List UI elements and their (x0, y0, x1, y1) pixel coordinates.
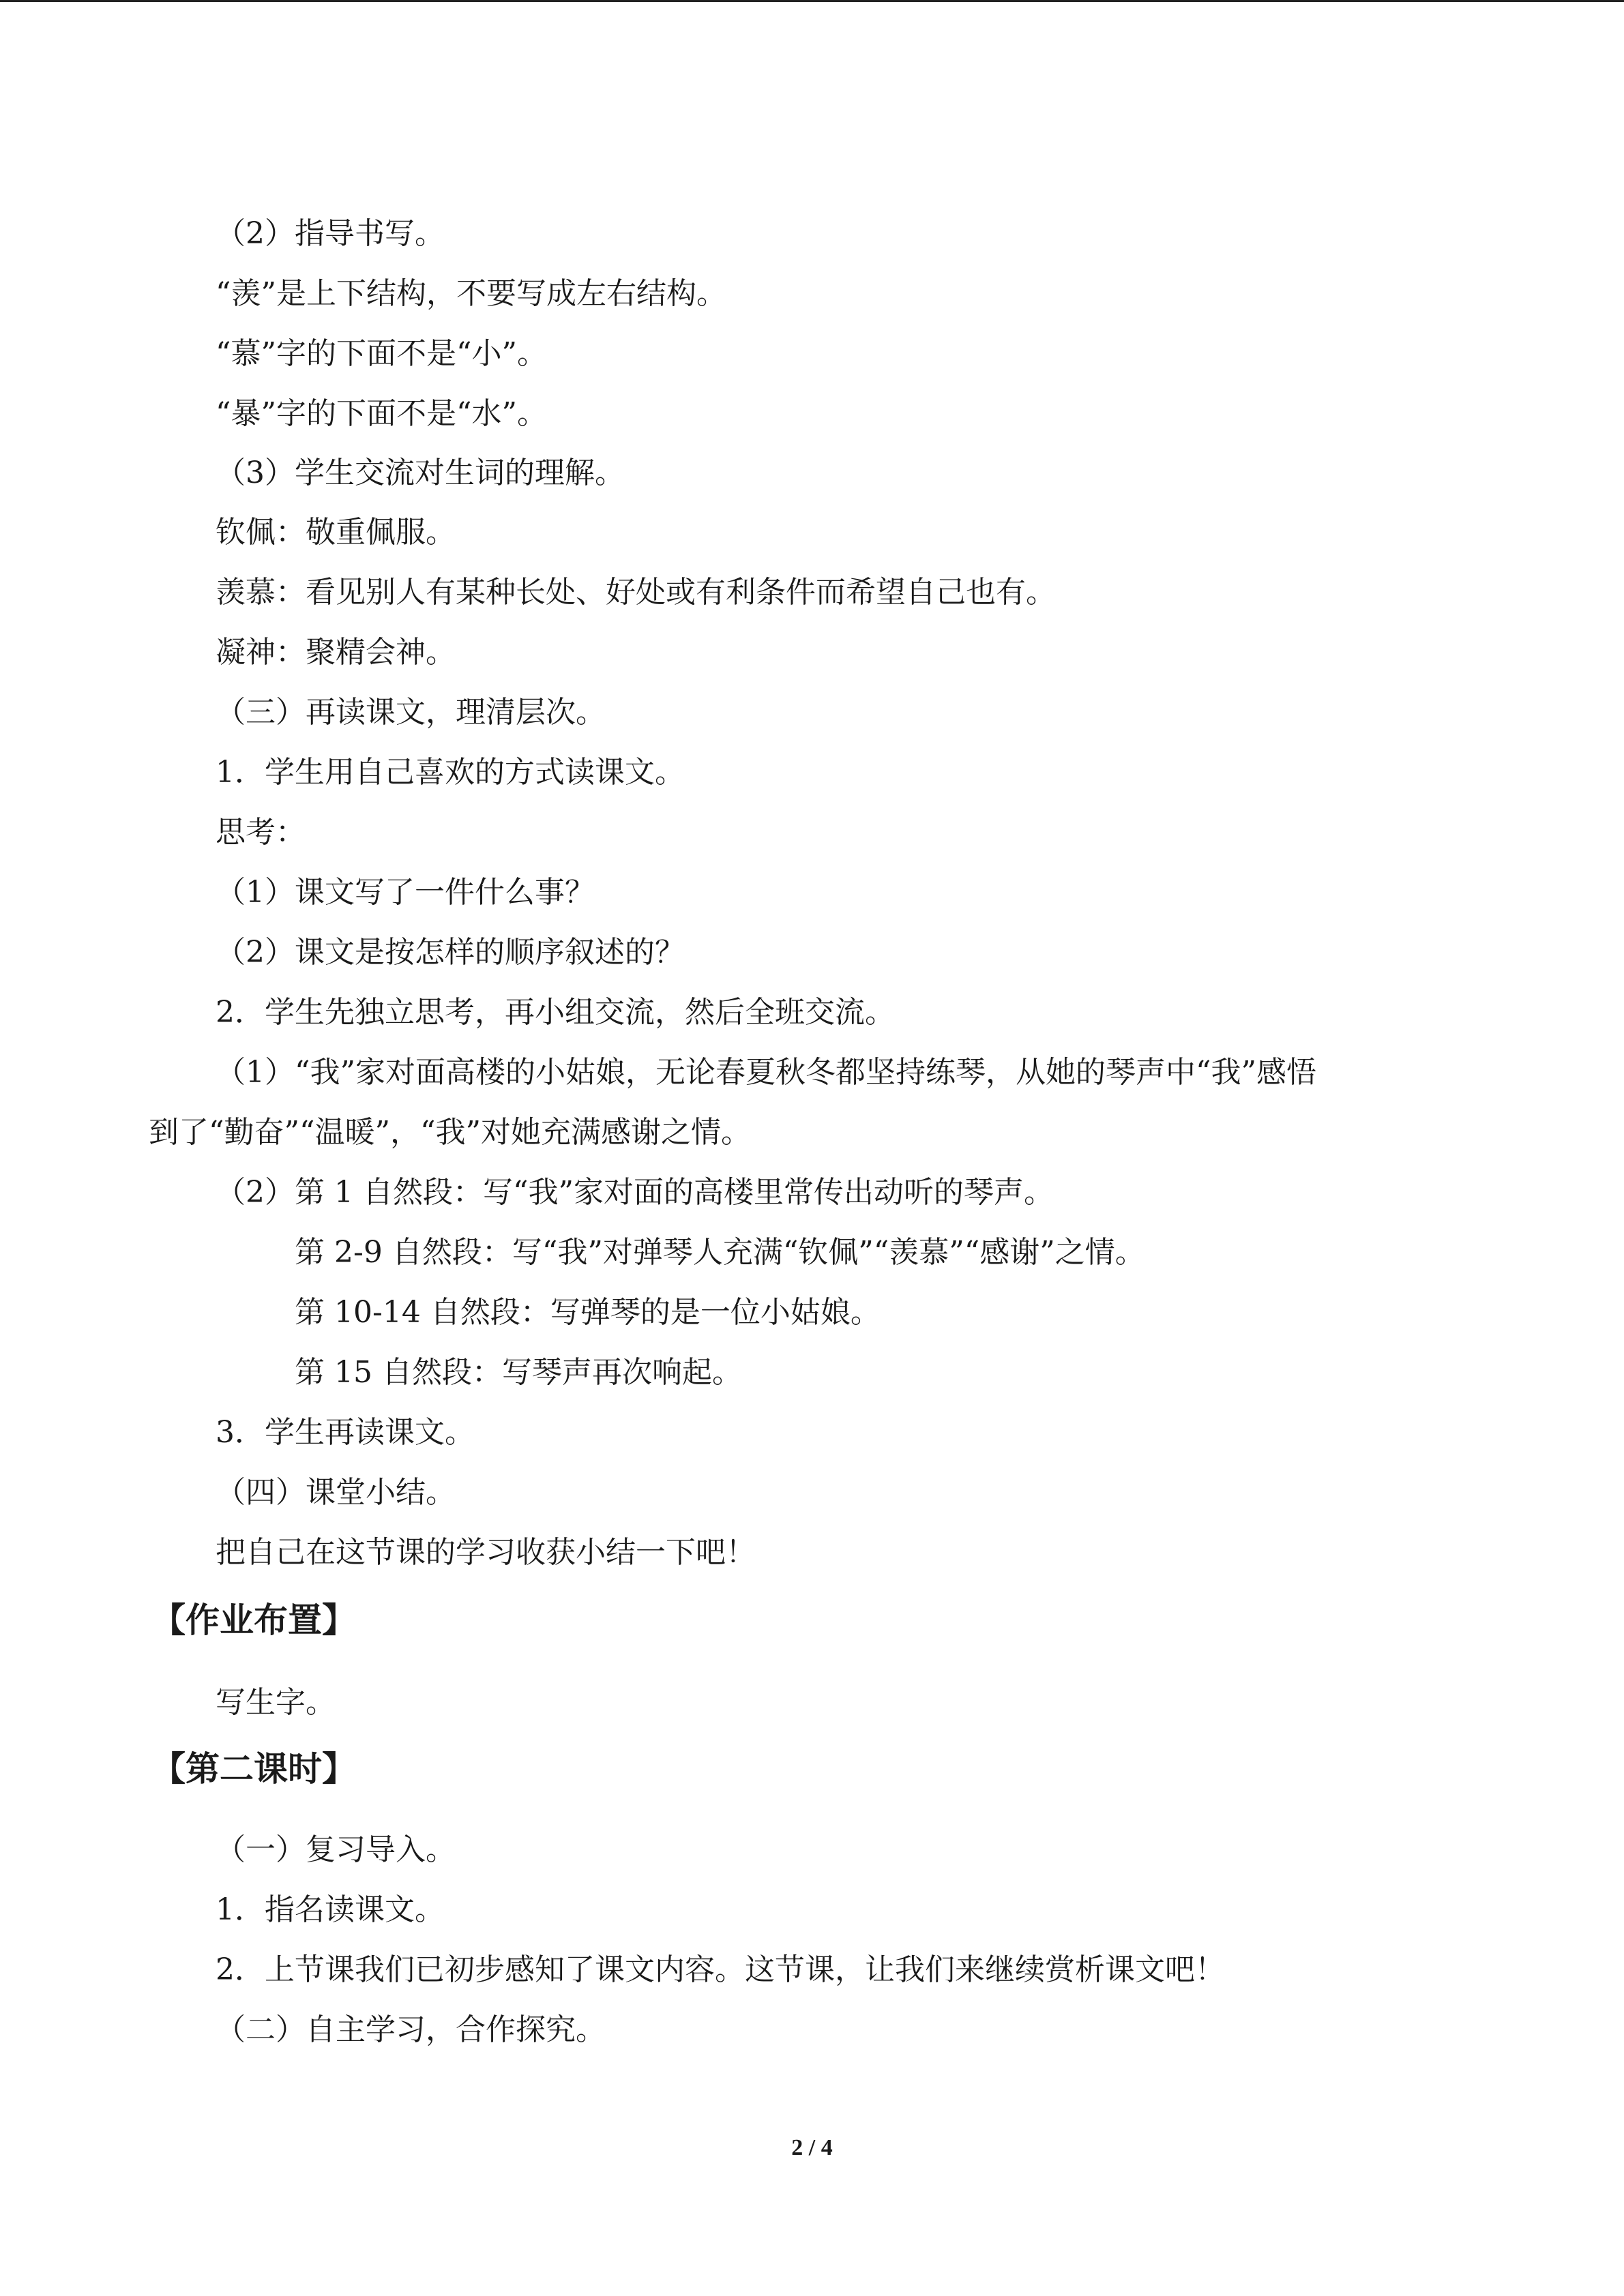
text-line: （1）“我”家对面高楼的小姑娘，无论春夏秋冬都坚持练琴，从她的琴声中“我”感悟 (216, 1055, 1316, 1090)
top-border (0, 0, 1624, 2)
text-line: 到了“勤奋”“温暖”，“我”对她充满感谢之情。 (149, 1115, 751, 1150)
homework-text: 写生字。 (216, 1685, 336, 1720)
text-line: 思考： (216, 815, 306, 850)
text-line: 第 15 自然段：写琴声再次响起。 (295, 1355, 742, 1390)
text-line: （3）学生交流对生词的理解。 (216, 456, 625, 490)
text-line: （四）课堂小结。 (216, 1475, 456, 1510)
text-line: （2）课文是按怎样的顺序叙述的？ (216, 935, 685, 970)
text-line: 把自己在这节课的学习收获小结一下吧！ (216, 1535, 756, 1570)
page-number: 2 / 4 (791, 2135, 833, 2160)
text-line: 2．学生先独立思考，再小组交流，然后全班交流。 (216, 995, 895, 1030)
text-line: 羡慕：看见别人有某种长处、好处或有利条件而希望自己也有。 (216, 575, 1056, 610)
homework-heading: 【作业布置】 (151, 1600, 356, 1640)
text-line: 1．指名读课文。 (216, 1892, 445, 1927)
text-line: 第 2-9 自然段：写“我”对弹琴人充满“钦佩”“羡慕”“感谢”之情。 (295, 1235, 1145, 1270)
text-line: 第 10-14 自然段：写弹琴的是一位小姑娘。 (295, 1295, 881, 1330)
text-line: （2）第 1 自然段：写“我”家对面的高楼里常传出动听的琴声。 (216, 1175, 1054, 1210)
text-line: （2）指导书写。 (216, 216, 445, 251)
text-line: “羡”是上下结构，不要写成左右结构。 (216, 276, 726, 311)
text-line: 3．学生再读课文。 (216, 1415, 475, 1450)
text-line: 2．上节课我们已初步感知了课文内容。这节课，让我们来继续赏析课文吧！ (216, 1952, 1225, 1987)
text-line: 1．学生用自己喜欢的方式读课文。 (216, 755, 685, 790)
text-line: （1）课文写了一件什么事？ (216, 875, 595, 910)
text-line: （三）再读课文，理清层次。 (216, 695, 606, 730)
text-line: “慕”字的下面不是“小”。 (216, 336, 547, 371)
second-lesson-heading: 【第二课时】 (151, 1749, 356, 1789)
text-line: “暴”字的下面不是“水”。 (216, 396, 547, 431)
text-line: 凝神：聚精会神。 (216, 635, 456, 670)
text-line: （一）复习导入。 (216, 1832, 456, 1867)
text-line: 钦佩：敬重佩服。 (216, 515, 456, 550)
text-line: （二）自主学习，合作探究。 (216, 2012, 606, 2047)
